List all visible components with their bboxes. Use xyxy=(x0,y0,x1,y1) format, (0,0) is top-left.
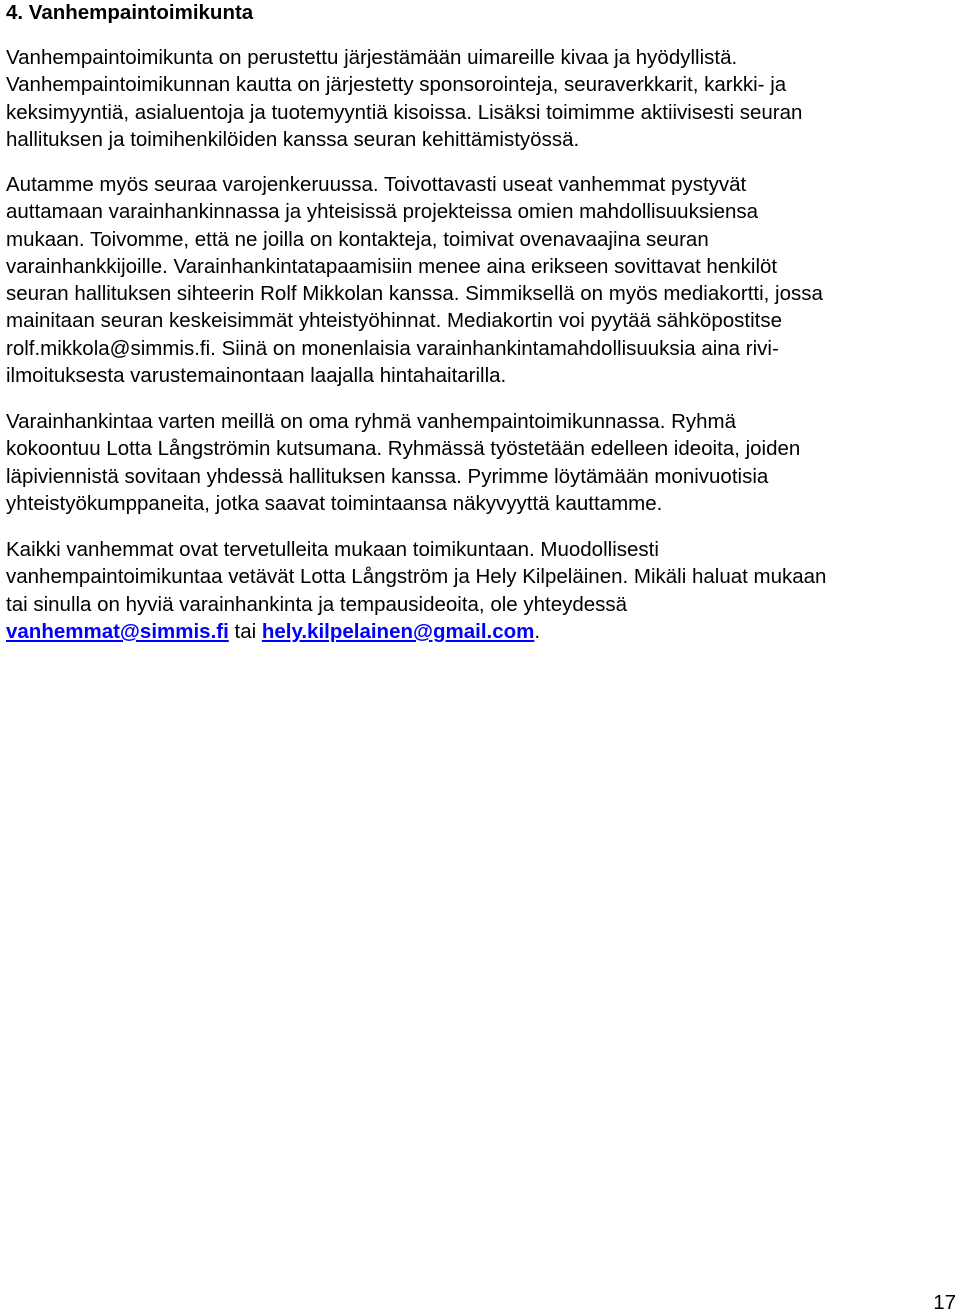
paragraph-intro xyxy=(6,44,802,153)
text-line: vanhempaintoimikuntaa vetävät Lotta Långström ja Hely Kilpeläinen. Mikäli haluat mukaan xyxy=(6,565,827,589)
text-line: mainitaan seuran keskeisimmät yhteistyöhinnat. Mediakortin voi pyytää sähköpostitse xyxy=(6,309,782,333)
text-line: auttamaan varainhankinnassa ja yhteisissä projekteissa omien mahdollisuuksiensa xyxy=(6,200,759,224)
email-link-vanhemmat[interactable]: vanhemmat@simmis.fi xyxy=(6,619,229,643)
text-line: hallituksen ja toimihenkilöiden kanssa seuran kehittämistyössä. xyxy=(6,127,580,151)
text-line: keksimyyntiä, asialuentoja ja tuotemyyntiä kisoissa. Lisäksi toimimme aktiivisesti seuran xyxy=(6,100,803,124)
contact-line xyxy=(6,618,826,645)
page-number: 17 xyxy=(933,1291,956,1314)
sentence-end: . xyxy=(534,619,541,643)
text-line: Vanhempaintoimikunnan kautta on järjestetty sponsorointeja, seuraverkkarit, karkki- ja xyxy=(6,73,787,97)
paragraph-group xyxy=(6,408,800,517)
text-line: seuran hallituksen sihteerin Rolf Mikkolan kanssa. Simmiksellä on myös mediakortti, jossa xyxy=(6,282,823,306)
text-line: mukaan. Toivomme, että ne joilla on kontakteja, toimivat ovenavaajina seuran xyxy=(6,227,709,251)
text-line: Vanhempaintoimikunta on perustettu järjestämään uimareille kivaa ja hyödyllistä. xyxy=(6,46,738,69)
text-line: yhteistyökumppaneita, jotka saavat toimintaansa näkyvyyttä kauttamme. xyxy=(6,491,663,515)
text-line: läpiviennistä sovitaan yhdessä hallituksen kanssa. Pyrimme löytämään monivuotisia xyxy=(6,464,769,488)
document-page xyxy=(6,0,956,643)
text-line: ilmoituksesta varustemainontaan laajalla hintahaitarilla. xyxy=(6,364,507,388)
text-line: Autamme myös seuraa varojenkeruussa. Toivottavasti useat vanhemmat pystyvät xyxy=(6,173,747,196)
text-line: tai sinulla on hyviä varainhankinta ja tempausideoita, ole yhteydessä xyxy=(6,592,628,616)
text-line: Varainhankintaa varten meillä on oma ryhmä vanhempaintoimikunnassa. Ryhmä xyxy=(6,410,737,433)
section-heading: 4. Vanhempaintoimikunta xyxy=(6,1,254,24)
text-line: rolf.mikkola@simmis.fi. Siinä on monenlaisia varainhankintamahdollisuuksia aina rivi- xyxy=(6,336,779,360)
connector-text: tai xyxy=(228,619,262,643)
text-line: Kaikki vanhemmat ovat tervetulleita mukaan toimikuntaan. Muodollisesti xyxy=(6,538,659,561)
text-line: varainhankkijoille. Varainhankintatapaamisiin menee aina erikseen sovittavat henkilöt xyxy=(6,254,778,278)
text-line: kokoontuu Lotta Långströmin kutsumana. Ryhmässä työstetään edelleen ideoita, joiden xyxy=(6,437,801,461)
paragraph-fundraising xyxy=(6,171,823,389)
email-link-hely[interactable]: hely.kilpelainen@gmail.com xyxy=(261,619,535,643)
paragraph-contact xyxy=(6,536,826,645)
